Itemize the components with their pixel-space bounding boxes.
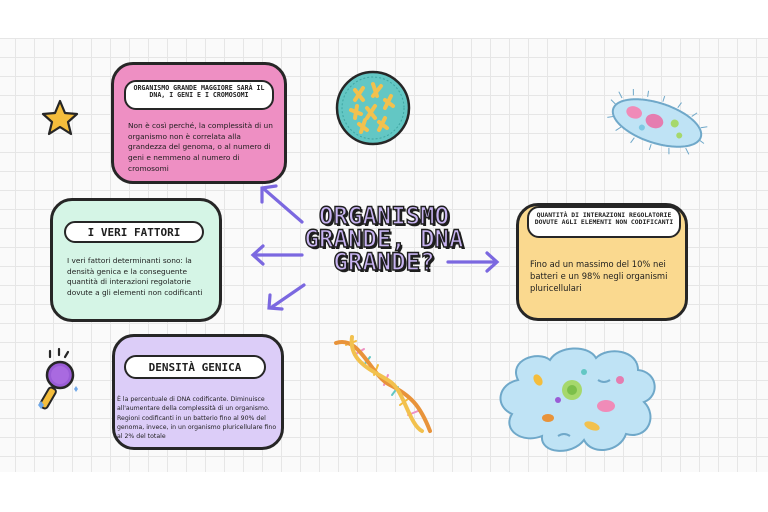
star-icon	[40, 98, 80, 138]
magnifier-icon	[30, 345, 90, 415]
paramecium-icon	[602, 88, 712, 158]
card-interazioni-heading: QUANTITÀ DI INTERAZIONI REGOLATORIE DOVUTE AGLI ELEMENTI NON CODIFICANTI	[527, 206, 681, 238]
card-interazioni-body: Fino ad un massimo del 10% nei batteri e un 98% negli organismi pluricellulari	[530, 259, 668, 294]
card-densita-genica-body: È la percentuale di DNA codificante. Diminuisce all'aumentare della complessità di un organismo. Regioni codificanti in un batterio fino al 90% del genoma, invece, in un organismo pluricellulare fino al 2% del totale	[117, 396, 277, 441]
cell-icon	[333, 68, 413, 148]
card-organismo-grande-body: Non è così perché, la complessità di un organismo non è correlata alla grandezza del genoma, o al numero di geni e nemmeno al numero di cromosomi	[128, 121, 273, 173]
card-organismo-grande-heading: ORGANISMO GRANDE MAGGIORE SARÀ IL DNA, I GENI E I CROMOSOMI	[124, 80, 274, 110]
center-title: ORGANISMO GRANDE, DNA GRANDE?	[304, 202, 464, 276]
card-veri-fattori-body: I veri fattori determinanti sono: la densità genica e la conseguente quantità di interazioni regolatorie dovute a gli elementi non codificanti	[67, 256, 203, 298]
dna-helix-icon	[330, 335, 440, 435]
amoeba-icon	[488, 340, 668, 460]
card-densita-genica-heading: DENSITÀ GENICA	[124, 355, 266, 379]
card-veri-fattori-heading: I VERI FATTORI	[64, 221, 204, 243]
